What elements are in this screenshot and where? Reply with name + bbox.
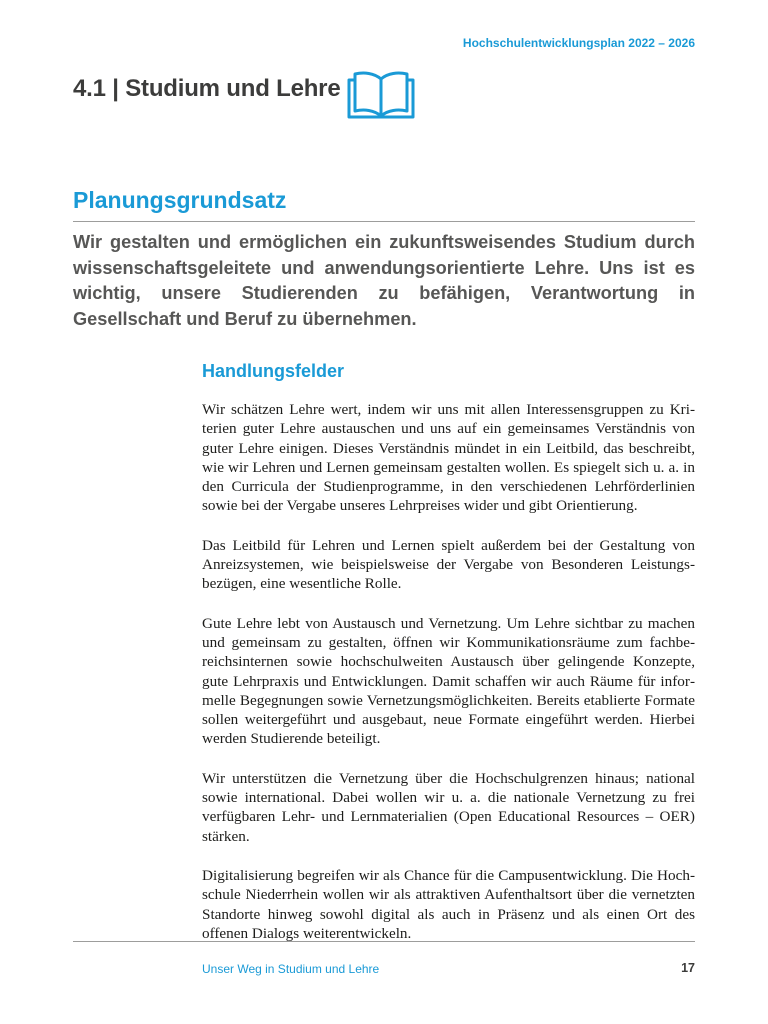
body-text-column xyxy=(202,400,695,963)
body-paragraph: Gute Lehre lebt von Austausch und Vernetzung. Um Lehre sichtbar zu machen und gemeinsam zu gestalten, öffnen wir Kommunikationsräume zum fachbereichsinternen sowie hochschulweiten Austausch über gelingende Konzepte, gute Lehrpraxis und Entwicklungen. Damit schaffen wir auch Räume für informelle Begegnungen sowie Vernetzungsmöglichkeiten. Bereits etablierte Formate sollen weitergeführt und ausgebaut, neue Formate eingeführt werden. Hierbei werden Studierende beteiligt. xyxy=(202,614,695,748)
body-paragraph: Wir unterstützen die Vernetzung über die Hochschulgrenzen hinaus; national sowie international. Dabei wollen wir u. a. die nationale Vernetzung zu frei verfügbaren Lehr- und Lernmaterialien (Open Educational Resources – OER) stärken. xyxy=(202,769,695,845)
body-paragraph: Wir schätzen Lehre wert, indem wir uns mit allen Interessensgruppen zu Kriterien guter Lehre austauschen und uns auf ein gemeinsames Verständnis von guter Lehre einigen. Dieses Verständnis mündet in ein Leitbild, das beschreibt, wie wir Lehren und Lernen gemeinsam gestalten wollen. Es spiegelt sich u. a. in den Curricula der Studienprogramme, in den verschiedenen Lehrförderlinien sowie bei der Vergabe unseres Lehrpreises wider und gibt Orientierung. xyxy=(202,401,695,515)
body-paragraph: Das Leitbild für Lehren und Lernen spielt außerdem bei der Gestaltung von Anreizsystemen, wie beispielsweise der Vergabe von Besonderen Leistungsbezügen, eine wesentliche Rolle. xyxy=(202,536,695,593)
chapter-title: 4.1 | Studium und Lehre xyxy=(73,75,341,102)
lead-paragraph: Wir gestalten und ermöglichen ein zukunftsweisendes Studium durch wissenschaftsgeleitete und anwendungsorientierte Lehre. Uns ist es wichtig, unsere Studierenden zu befähigen, Verantwortung in Gesellschaft und Beruf zu übernehmen. xyxy=(73,232,695,329)
footer-divider xyxy=(73,941,695,942)
running-header: Hochschulentwicklungsplan 2022 – 2026 xyxy=(462,36,695,50)
subsection-title: Handlungsfelder xyxy=(202,361,345,381)
open-book-icon xyxy=(346,69,416,119)
section-title: Planungsgrundsatz xyxy=(73,187,287,213)
footer-section-name: Unser Weg in Studium und Lehre xyxy=(202,962,380,976)
page-number: 17 xyxy=(681,961,695,975)
section-divider xyxy=(73,221,695,222)
body-paragraph: Digitalisierung begreifen wir als Chance für die Campusentwicklung. Die Hochschule Niederrhein wollen wir als attraktiven Aufenthaltsort über die vernetzten Standorte hinweg sowohl digital als auch in Präsenz und als einen Ort des offenen Dialogs weiterentwickeln. xyxy=(202,866,695,942)
